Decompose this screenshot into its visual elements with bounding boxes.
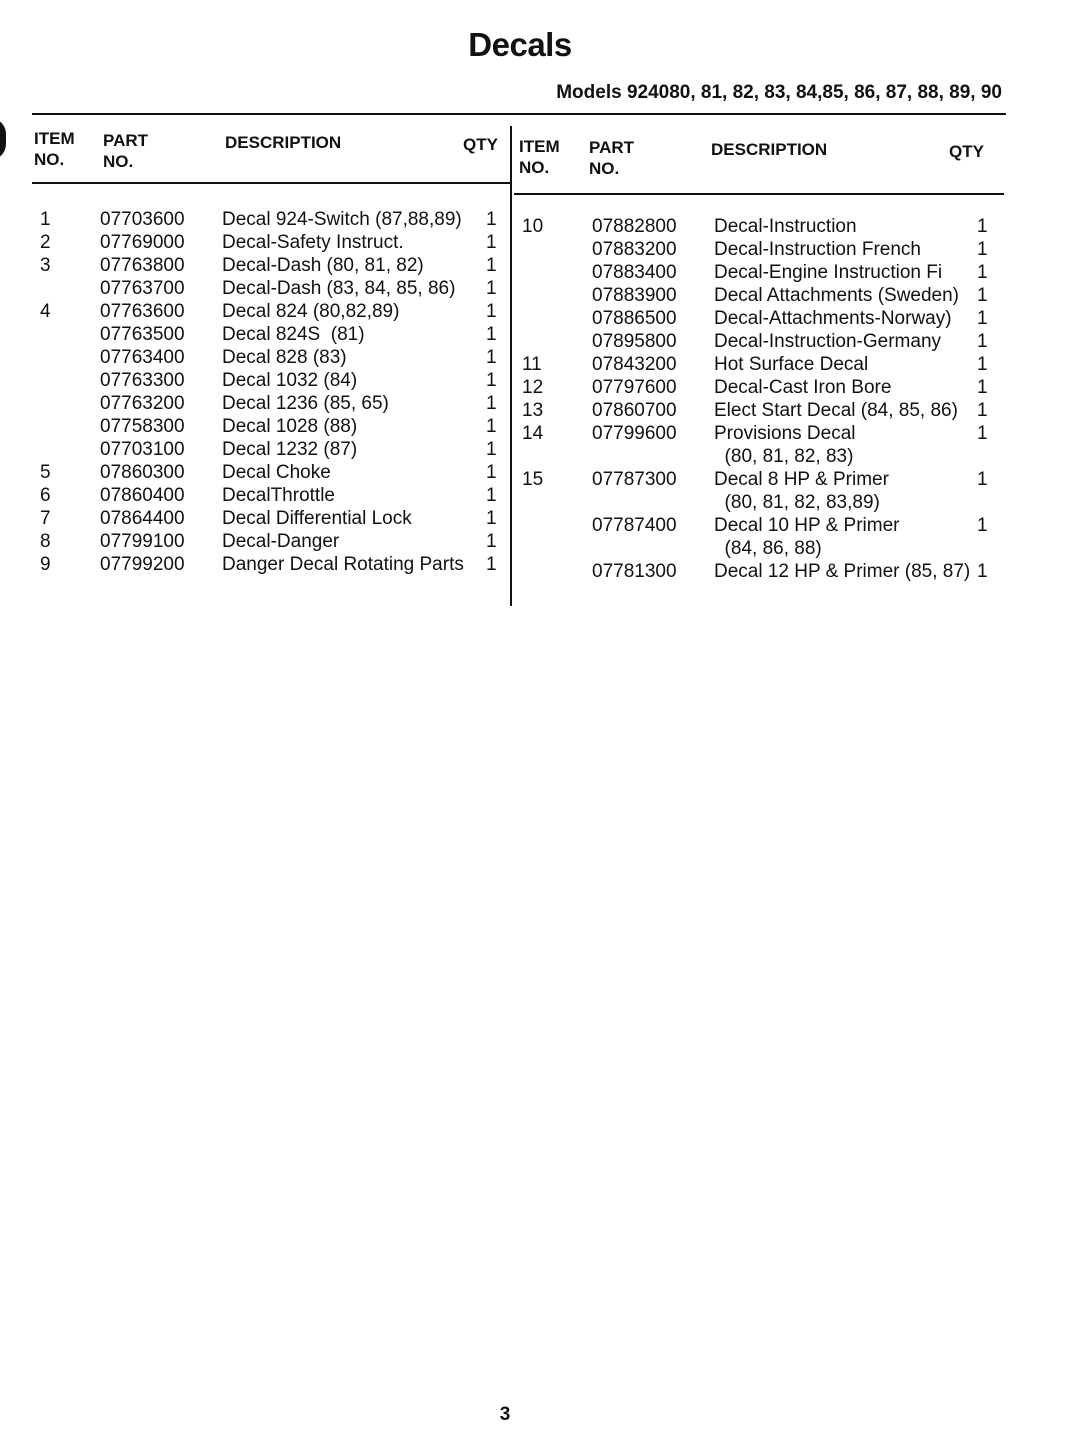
cell-item: 14 xyxy=(522,423,544,444)
cell-desc: Decal 924-Switch (87,88,89) xyxy=(222,209,462,230)
cell-qty: 1 xyxy=(486,301,497,322)
left-header-item: ITEM NO. xyxy=(34,129,75,169)
cell-part: 07763800 xyxy=(100,255,185,276)
page-title: Decals xyxy=(468,26,572,63)
cell-qty: 1 xyxy=(486,209,497,230)
cell-part: 07799100 xyxy=(100,531,185,552)
cell-part: 07769000 xyxy=(100,232,185,253)
cell-desc: Provisions Decal xyxy=(714,423,856,444)
cell-desc: (80, 81, 82, 83) xyxy=(714,446,854,467)
cell-part: 07886500 xyxy=(592,308,677,329)
cell-qty: 1 xyxy=(977,285,988,306)
cell-item: 9 xyxy=(40,554,51,575)
left-header-rule xyxy=(32,182,512,184)
cell-desc: Decal-Instruction-Germany xyxy=(714,331,942,352)
cell-qty: 1 xyxy=(486,462,497,483)
cell-part: 07882800 xyxy=(592,216,677,237)
cell-desc: Decal 1028 (88) xyxy=(222,416,358,437)
cell-desc: Decal 824S (81) xyxy=(222,324,365,345)
cell-item: 8 xyxy=(40,531,51,552)
cell-part: 07703100 xyxy=(100,439,185,460)
cell-part: 07864400 xyxy=(100,508,185,529)
cell-desc: Decal 8 HP & Primer xyxy=(714,469,889,490)
cell-desc: Decal 824 (80,82,89) xyxy=(222,301,400,322)
cell-desc: Decal Differential Lock xyxy=(222,508,412,529)
cell-desc: Elect Start Decal (84, 85, 86) xyxy=(714,400,958,421)
cell-desc: Danger Decal Rotating Parts xyxy=(222,554,464,575)
cell-desc: Decal 1232 (87) xyxy=(222,439,358,460)
models-subtitle: Models 924080, 81, 82, 83, 84,85, 86, 87, 88, 89, 90 xyxy=(556,82,1002,103)
cell-desc: Decal-Safety Instruct. xyxy=(222,232,404,253)
cell-item: 13 xyxy=(522,400,544,421)
cell-desc: Decal-Danger xyxy=(222,531,340,552)
cell-part: 07763500 xyxy=(100,324,185,345)
cell-qty: 1 xyxy=(977,515,988,536)
cell-item: 5 xyxy=(40,462,51,483)
right-header-qty: QTY xyxy=(949,142,984,161)
cell-desc: Decal-Instruction French xyxy=(714,239,921,260)
cell-qty: 1 xyxy=(977,469,988,490)
cell-desc: Decal-Dash (83, 84, 85, 86) xyxy=(222,278,456,299)
binder-hole-mark xyxy=(0,118,6,160)
cell-qty: 1 xyxy=(486,554,497,575)
cell-qty: 1 xyxy=(486,324,497,345)
page-number: 3 xyxy=(499,1404,511,1425)
cell-part: 07758300 xyxy=(100,416,185,437)
cell-part: 07860400 xyxy=(100,485,185,506)
cell-part: 07763700 xyxy=(100,278,185,299)
cell-desc: Decal-Dash (80, 81, 82) xyxy=(222,255,424,276)
cell-part: 07763300 xyxy=(100,370,185,391)
left-header-part: PART NO. xyxy=(103,131,149,171)
cell-desc: Decal 1236 (85, 65) xyxy=(222,393,389,414)
cell-part: 07797600 xyxy=(592,377,677,398)
cell-qty: 1 xyxy=(977,331,988,352)
left-header-description: DESCRIPTION xyxy=(225,133,342,152)
cell-qty: 1 xyxy=(977,216,988,237)
cell-item: 6 xyxy=(40,485,51,506)
cell-part: 07787400 xyxy=(592,515,677,536)
cell-item: 15 xyxy=(522,469,544,490)
cell-item: 7 xyxy=(40,508,51,529)
cell-qty: 1 xyxy=(977,262,988,283)
cell-part: 07763600 xyxy=(100,301,185,322)
cell-part: 07787300 xyxy=(592,469,677,490)
cell-qty: 1 xyxy=(486,278,497,299)
cell-qty: 1 xyxy=(977,423,988,444)
cell-item: 10 xyxy=(522,216,544,237)
cell-desc: (84, 86, 88) xyxy=(714,538,822,559)
cell-desc: Decal 12 HP & Primer (85, 87) xyxy=(714,561,971,582)
cell-qty: 1 xyxy=(977,377,988,398)
cell-desc: Decal 1032 (84) xyxy=(222,370,358,391)
cell-part: 07799600 xyxy=(592,423,677,444)
cell-qty: 1 xyxy=(977,354,988,375)
table-top-rule xyxy=(32,113,1006,115)
cell-qty: 1 xyxy=(486,508,497,529)
right-header-description: DESCRIPTION xyxy=(711,140,828,159)
cell-qty: 1 xyxy=(486,531,497,552)
cell-qty: 1 xyxy=(486,347,497,368)
right-header-part: PART NO. xyxy=(589,138,635,178)
cell-qty: 1 xyxy=(486,485,497,506)
cell-part: 07703600 xyxy=(100,209,185,230)
cell-item: 4 xyxy=(40,301,51,322)
right-header-item: ITEM NO. xyxy=(519,137,560,177)
cell-desc: Decal-Cast Iron Bore xyxy=(714,377,892,398)
cell-desc: (80, 81, 82, 83,89) xyxy=(714,492,880,513)
cell-part: 07763400 xyxy=(100,347,185,368)
cell-part: 07860700 xyxy=(592,400,677,421)
cell-item: 1 xyxy=(40,209,51,230)
cell-qty: 1 xyxy=(486,439,497,460)
cell-item: 11 xyxy=(522,354,542,375)
cell-part: 07883200 xyxy=(592,239,677,260)
cell-qty: 1 xyxy=(977,561,988,582)
cell-part: 07781300 xyxy=(592,561,677,582)
cell-desc: Hot Surface Decal xyxy=(714,354,869,375)
cell-desc: Decal-Instruction xyxy=(714,216,857,237)
cell-desc: Decal-Engine Instruction Fi xyxy=(714,262,943,283)
cell-part: 07883900 xyxy=(592,285,677,306)
cell-qty: 1 xyxy=(486,255,497,276)
cell-part: 07860300 xyxy=(100,462,185,483)
cell-qty: 1 xyxy=(977,239,988,260)
cell-part: 07843200 xyxy=(592,354,677,375)
cell-desc: Decal 10 HP & Primer xyxy=(714,515,900,536)
cell-desc: Decal Attachments (Sweden) xyxy=(714,285,960,306)
cell-desc: Decal 828 (83) xyxy=(222,347,347,368)
cell-desc: Decal Choke xyxy=(222,462,331,483)
cell-desc: DecalThrottle xyxy=(222,485,335,506)
left-header-qty: QTY xyxy=(463,135,498,154)
cell-item: 2 xyxy=(40,232,51,253)
cell-part: 07763200 xyxy=(100,393,185,414)
cell-qty: 1 xyxy=(486,393,497,414)
right-header-rule xyxy=(514,193,1004,195)
cell-qty: 1 xyxy=(486,416,497,437)
column-divider xyxy=(510,126,512,606)
cell-desc: Decal-Attachments-Norway) xyxy=(714,308,952,329)
cell-qty: 1 xyxy=(486,232,497,253)
cell-qty: 1 xyxy=(977,308,988,329)
cell-item: 3 xyxy=(40,255,51,276)
cell-qty: 1 xyxy=(486,370,497,391)
cell-qty: 1 xyxy=(977,400,988,421)
cell-part: 07895800 xyxy=(592,331,677,352)
cell-part: 07799200 xyxy=(100,554,185,575)
cell-part: 07883400 xyxy=(592,262,677,283)
cell-item: 12 xyxy=(522,377,544,398)
